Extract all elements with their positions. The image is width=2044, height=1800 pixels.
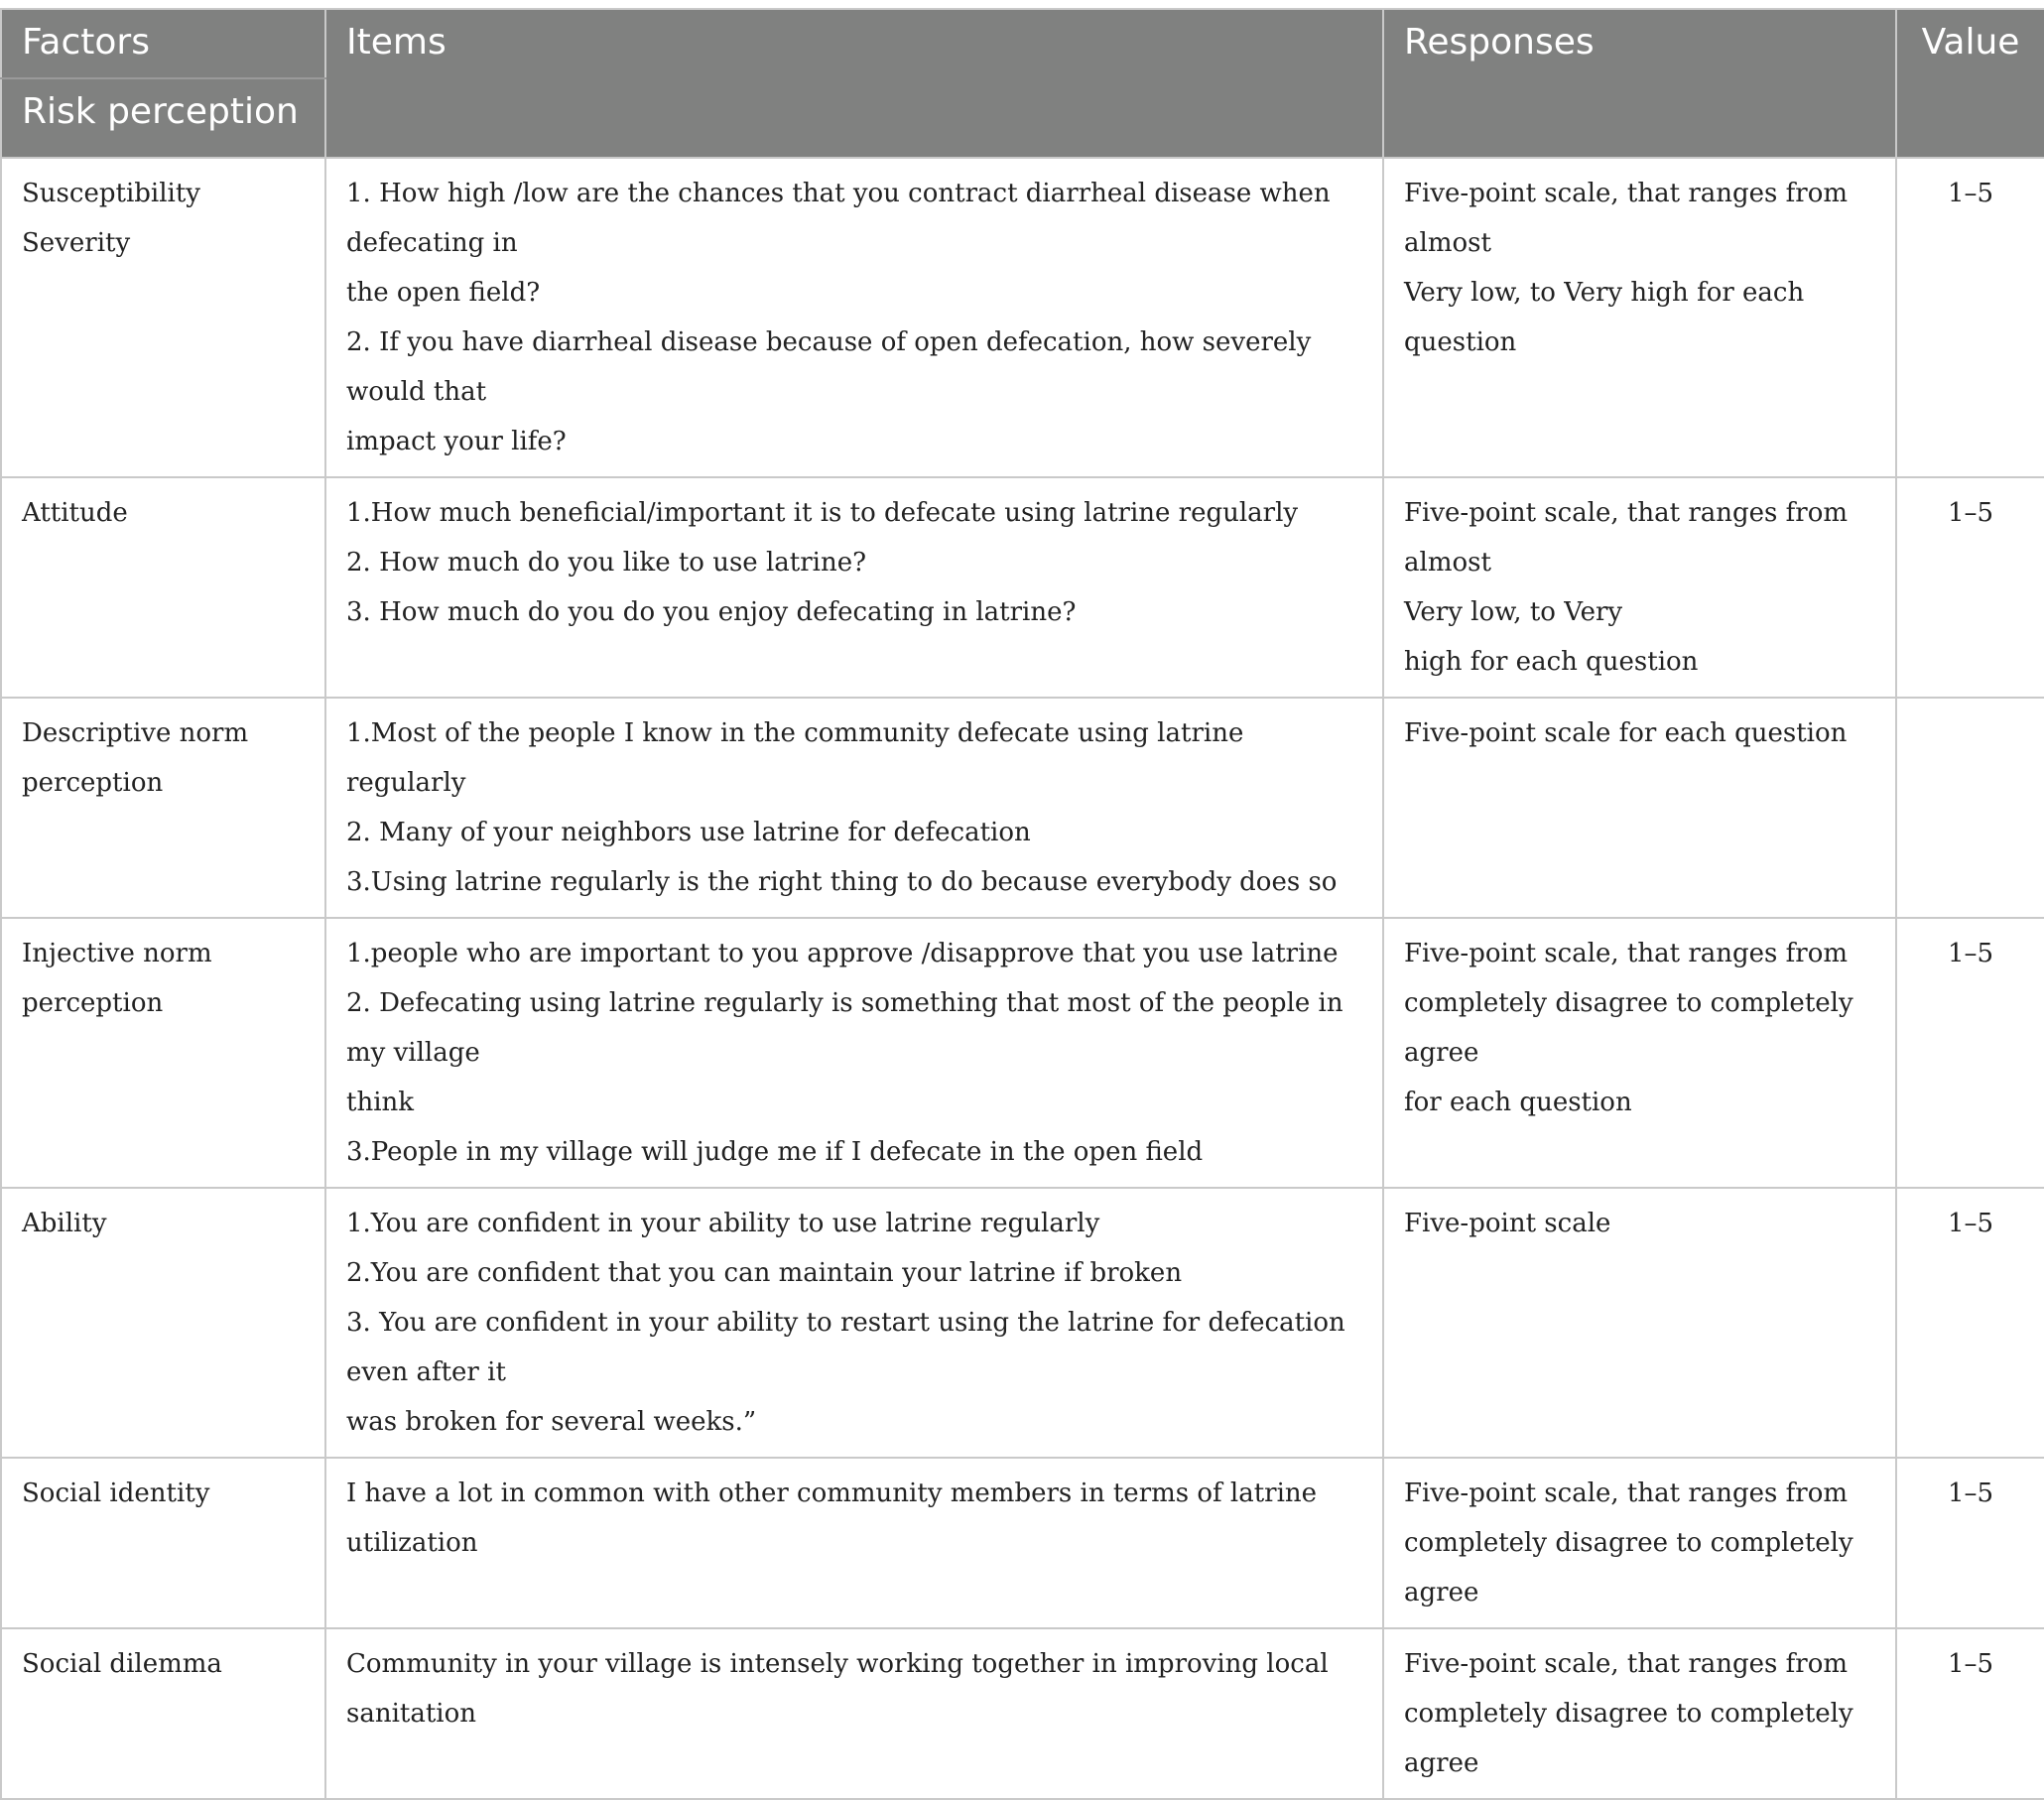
table-row xyxy=(1,1628,2044,1799)
items-line: think xyxy=(346,1088,415,1117)
factor-line: Attitude xyxy=(22,498,128,528)
items-line: 1.people who are important to you approve /disapprove that you use latrine xyxy=(346,939,1339,968)
table-header xyxy=(1,9,2044,158)
responses-line: Very low, to Very xyxy=(1404,597,1623,627)
header-items: Items xyxy=(325,9,1383,158)
value-cell: 1–5 xyxy=(1896,1628,2044,1799)
factor-line: Social dilemma xyxy=(22,1649,222,1679)
factor-line: Descriptive norm xyxy=(22,718,249,748)
table-body xyxy=(1,158,2044,1799)
responses-line: for each question xyxy=(1404,1088,1632,1117)
value-cell: 1–5 xyxy=(1896,918,2044,1188)
responses-cell xyxy=(1383,918,1896,1188)
factor-cell xyxy=(1,918,325,1188)
factor-line: Susceptibility xyxy=(22,179,200,208)
items-line: 2. How much do you like to use latrine? xyxy=(346,548,867,578)
responses-line: Very low, to Very high for each question xyxy=(1404,278,1805,357)
items-line: was broken for several weeks.” xyxy=(346,1407,757,1437)
header-risk-perception: Risk perception xyxy=(1,78,325,158)
items-cell xyxy=(325,158,1383,477)
table-row xyxy=(1,477,2044,698)
responses-cell xyxy=(1383,158,1896,477)
items-line: 3. You are confident in your ability to restart using the latrine for defecation even after it xyxy=(346,1308,1345,1387)
responses-line: completely disagree to completely agree xyxy=(1404,1699,1853,1778)
items-cell xyxy=(325,477,1383,698)
factors-table xyxy=(0,8,2044,1800)
table-row xyxy=(1,1458,2044,1628)
value-cell: 1–5 xyxy=(1896,1458,2044,1628)
items-line: Community in your village is intensely working together in improving local sanitation xyxy=(346,1649,1329,1729)
items-line: 2. If you have diarrheal disease because of open defecation, how severely would that xyxy=(346,327,1312,407)
responses-line: Five-point scale, that ranges from xyxy=(1404,939,1849,968)
responses-line: Five-point scale xyxy=(1404,1209,1611,1238)
items-cell xyxy=(325,1628,1383,1799)
table-row xyxy=(1,698,2044,918)
items-line: 2. Many of your neighbors use latrine for defecation xyxy=(346,818,1031,847)
value-cell: 1–5 xyxy=(1896,477,2044,698)
responses-cell xyxy=(1383,698,1896,918)
factor-cell xyxy=(1,1188,325,1458)
header-row xyxy=(1,9,2044,78)
factor-line: Ability xyxy=(22,1209,107,1238)
factor-line: Social identity xyxy=(22,1479,210,1508)
table-row xyxy=(1,158,2044,477)
items-line: 3.People in my village will judge me if I defecate in the open field xyxy=(346,1137,1204,1167)
responses-line: Five-point scale, that ranges from xyxy=(1404,1649,1849,1679)
header-factors: Factors xyxy=(1,9,325,78)
responses-line: high for each question xyxy=(1404,647,1699,677)
items-cell xyxy=(325,918,1383,1188)
factor-cell xyxy=(1,1628,325,1799)
value-cell xyxy=(1896,698,2044,918)
items-cell xyxy=(325,698,1383,918)
factor-cell xyxy=(1,698,325,918)
items-line: 1.Most of the people I know in the community defecate using latrine regularly xyxy=(346,718,1244,798)
factor-line: perception xyxy=(22,988,164,1018)
items-line: 3.Using latrine regularly is the right thing to do because everybody does so xyxy=(346,867,1338,897)
factor-cell xyxy=(1,477,325,698)
value-cell: 1–5 xyxy=(1896,158,2044,477)
items-line: impact your life? xyxy=(346,427,567,456)
items-line: 2.You are confident that you can maintain your latrine if broken xyxy=(346,1258,1183,1288)
items-line: the open field? xyxy=(346,278,541,308)
table-row xyxy=(1,918,2044,1188)
responses-line: completely disagree to completely agree xyxy=(1404,988,1853,1068)
factor-line: perception xyxy=(22,768,164,798)
items-line: 2. Defecating using latrine regularly is something that most of the people in my village xyxy=(346,988,1343,1068)
factor-cell xyxy=(1,1458,325,1628)
responses-line: completely disagree to completely agree xyxy=(1404,1528,1853,1607)
responses-cell xyxy=(1383,1188,1896,1458)
items-cell xyxy=(325,1188,1383,1458)
factors-table-container xyxy=(0,8,2044,1800)
responses-line: Five-point scale, that ranges from xyxy=(1404,1479,1849,1508)
factor-cell xyxy=(1,158,325,477)
items-line: I have a lot in common with other community members in terms of latrine utilization xyxy=(346,1479,1318,1558)
responses-line: Five-point scale for each question xyxy=(1404,718,1848,748)
items-line: 1. How high /low are the chances that you contract diarrheal disease when defecating in xyxy=(346,179,1331,258)
responses-line: Five-point scale, that ranges from almost xyxy=(1404,179,1849,258)
responses-cell xyxy=(1383,1458,1896,1628)
header-responses: Responses xyxy=(1383,9,1896,158)
items-line: 1.You are confident in your ability to use latrine regularly xyxy=(346,1209,1100,1238)
responses-cell xyxy=(1383,1628,1896,1799)
responses-line: Five-point scale, that ranges from almost xyxy=(1404,498,1849,578)
items-line: 3. How much do you do you enjoy defecating in latrine? xyxy=(346,597,1077,627)
factor-line: Injective norm xyxy=(22,939,212,968)
table-row xyxy=(1,1188,2044,1458)
responses-cell xyxy=(1383,477,1896,698)
items-cell xyxy=(325,1458,1383,1628)
value-cell: 1–5 xyxy=(1896,1188,2044,1458)
items-line: 1.How much beneficial/important it is to defecate using latrine regularly xyxy=(346,498,1299,528)
header-value: Value xyxy=(1896,9,2044,158)
factor-line: Severity xyxy=(22,228,131,258)
